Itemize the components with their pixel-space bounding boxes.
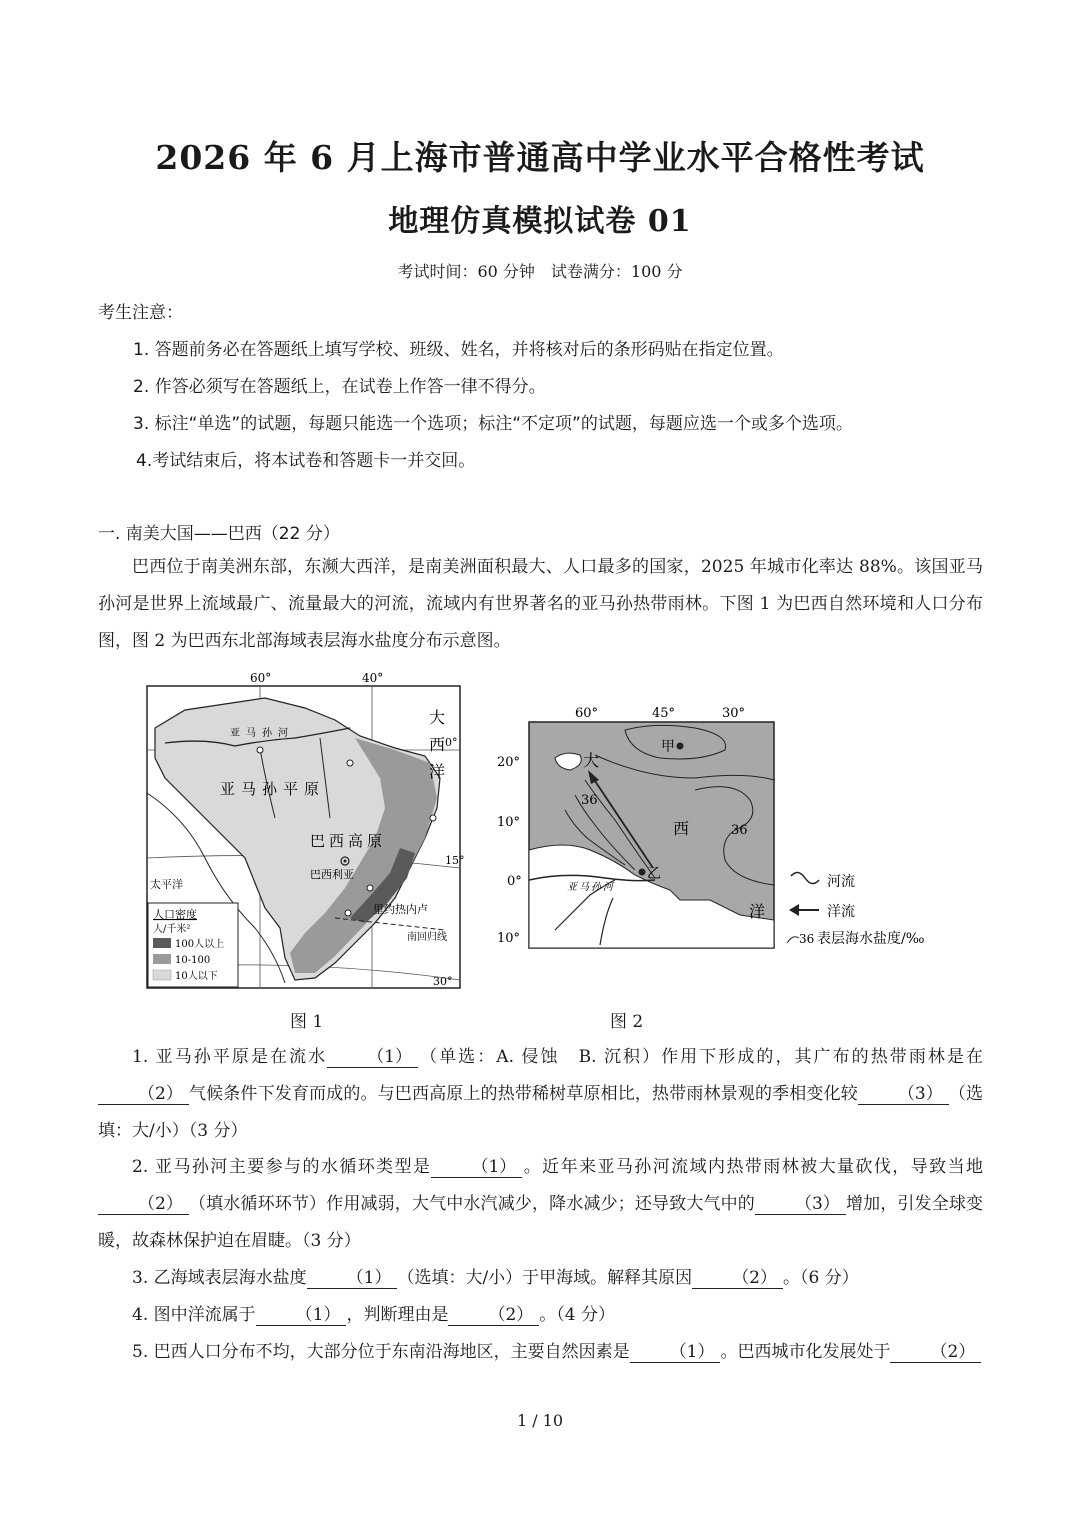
- answer-blank[interactable]: （1）: [307, 1268, 398, 1289]
- answer-blank[interactable]: （2）: [448, 1305, 539, 1326]
- lon-label: 60°: [250, 671, 272, 685]
- question-2: 2. 亚马孙河主要参与的水循环类型是 （1） 。近年来亚马孙河流域内热带雨林被大量砍伐，导致当地（2） （填水循环环节）作用减弱，大气中水汽减少，降水减少；还导致大气中的 （3） 增加，引发全球变暖，故森林保护迫在眉睫。（3 分）: [98, 1157, 984, 1251]
- lat-label: 10°: [497, 815, 521, 830]
- notice-heading: 考生注意：: [98, 303, 183, 323]
- lon-label: 60°: [575, 706, 599, 721]
- answer-blank[interactable]: （2）: [692, 1268, 783, 1289]
- figure2-legend: [787, 872, 925, 947]
- river-label: 亚马孙河: [230, 728, 294, 739]
- lat-label: 30°: [433, 975, 453, 988]
- legend-unit: 人/千米²: [153, 924, 191, 935]
- capital-label: 巴西利亚: [310, 868, 354, 881]
- question-5: 5. 巴西人口分布不均，大部分位于东南沿海地区，主要自然因素是 （1） 。巴西城市化发展处于 （2）: [98, 1334, 983, 1371]
- plain-label: 亚马孙平原: [220, 780, 326, 798]
- question-4: 4. 图中洋流属于 （1） ，判断理由是 （2） 。（4 分）: [132, 1305, 616, 1325]
- question-3: 3. 乙海域表层海水盐度 （1） （选填：大/小）于甲海域。解释其原因 （2） 。（6 分）: [132, 1268, 859, 1288]
- lat-label: 15°: [445, 854, 465, 867]
- point-a-label: 甲: [661, 739, 675, 755]
- lat-label: 10°: [497, 931, 521, 946]
- notice-item: 3. 标注“单选”的试题，每题只能选一个选项；标注“不定项”的试题，每题应选一个或多个选项。: [133, 414, 853, 434]
- legend-item: 表层海水盐度/‰: [817, 931, 925, 947]
- atlantic-label-1: 大: [429, 708, 446, 727]
- tropic-label: 南回归线: [407, 932, 447, 943]
- page-number: 1 / 10: [516, 1411, 564, 1430]
- notice-item: 4.考试结束后，将本试卷和答题卡一并交回。: [136, 451, 476, 471]
- legend-item: 100人以上: [175, 939, 225, 950]
- ocean-char: 西: [673, 819, 690, 838]
- exam-info: 考试时间：60 分钟 试卷满分：100 分: [397, 262, 683, 281]
- atlantic-label-2: 西: [429, 735, 446, 754]
- figure2-map: [495, 700, 955, 955]
- river-label: 亚马孙河: [567, 882, 615, 893]
- ocean-char: 大: [583, 751, 600, 770]
- lat-label: 0°: [445, 736, 458, 749]
- point-b-marker: [639, 869, 646, 876]
- figure1-map: [145, 668, 465, 993]
- legend-item: 洋流: [827, 904, 855, 920]
- notice-item: 1. 答题前务必在答题纸上填写学校、班级、姓名，并将核对后的条形码贴在指定位置。: [133, 340, 784, 360]
- ocean-char: 洋: [749, 902, 766, 921]
- figure1-legend: [148, 903, 238, 987]
- lat-label: 0°: [507, 874, 522, 889]
- exam-title: 2026 年 6 月上海市普通高中学业水平合格性考试: [155, 138, 925, 177]
- atlantic-label-3: 洋: [429, 762, 446, 781]
- pacific-label: 太平洋: [150, 878, 183, 891]
- isoline-label: 36: [731, 823, 748, 838]
- section-title: 一. 南美大国——巴西（22 分）: [98, 524, 340, 544]
- isoline-label: 36: [581, 793, 598, 808]
- figure2-caption: 图 2: [610, 1012, 644, 1032]
- exam-subtitle: 地理仿真模拟试卷 01: [388, 204, 692, 239]
- lon-label: 45°: [652, 706, 676, 721]
- answer-blank[interactable]: （1）: [256, 1305, 347, 1326]
- legend-item: 10-100: [175, 955, 211, 966]
- answer-blank[interactable]: （2）: [98, 1194, 189, 1215]
- answer-blank[interactable]: （1）: [327, 1047, 418, 1068]
- plateau-label: 巴西高原: [310, 832, 387, 850]
- answer-blank[interactable]: （2）: [890, 1342, 981, 1363]
- section-intro: 巴西位于南美洲东部，东濒大西洋，是南美洲面积最大、人口最多的国家，2025 年城市化率达 88%。该国亚马孙河是世界上流域最广、流量最大的河流，流域内有世界著名的亚马孙热带雨林。下图 1 为巴西自然环境和人口分布图，图 2 为巴西东北部海域表层海水盐度分布示意图。: [98, 557, 983, 651]
- notice-item: 2. 作答必须写在答题纸上，在试卷上作答一律不得分。: [133, 377, 546, 397]
- legend-item: 10人以下: [175, 971, 218, 982]
- lon-label: 40°: [362, 671, 384, 685]
- lon-label: 30°: [722, 706, 746, 721]
- point-a-marker: [677, 743, 684, 750]
- answer-blank[interactable]: （3）: [755, 1194, 846, 1215]
- figure1-caption: 图 1: [290, 1012, 324, 1032]
- question-1: 1. 亚马孙平原是在流水 （1） （单选：A. 侵蚀 B. 沉积）作用下形成的，其广布的热带雨林是在（2） 气候条件下发育而成的。与巴西高原上的热带稀树草原相比，热带雨林景观的季相变化较 （3） （选填：大/小）（3 分）: [98, 1047, 984, 1141]
- answer-blank[interactable]: （1）: [630, 1342, 721, 1363]
- answer-blank[interactable]: （1）: [431, 1157, 522, 1178]
- point-b-label: 乙: [647, 866, 661, 882]
- legend-item: 河流: [827, 874, 855, 890]
- answer-blank[interactable]: （3）: [858, 1084, 949, 1105]
- legend-isoline-value: 36: [799, 932, 815, 946]
- legend-title: 人口密度: [153, 908, 197, 921]
- rio-label: 里约热内卢: [373, 903, 428, 916]
- lat-label: 20°: [497, 755, 521, 770]
- answer-blank[interactable]: （2）: [98, 1084, 189, 1105]
